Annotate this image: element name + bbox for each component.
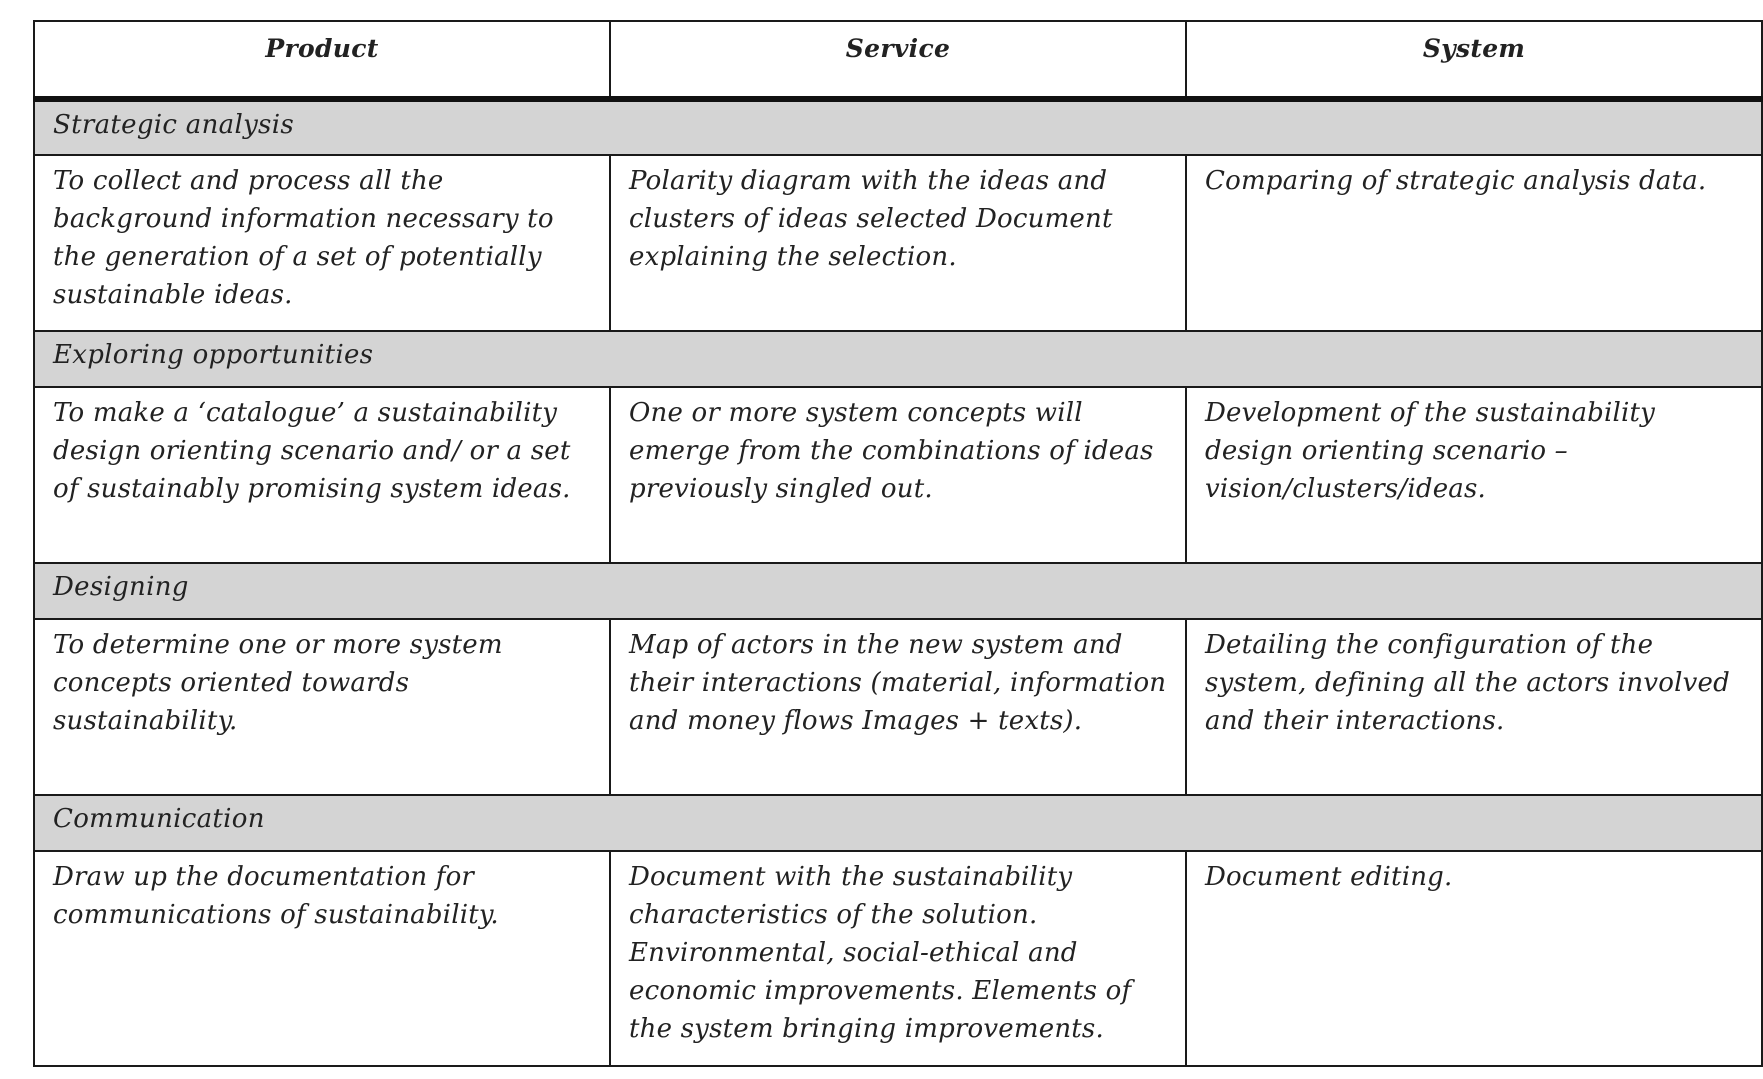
section-row-strategic-analysis	[34, 99, 1762, 155]
service-cell: Map of actors in the new system and their interactions (material, information and money flows Images + texts).	[610, 619, 1186, 795]
product-cell: To make a ‘catalogue’ a sustainability design orienting scenario and/ or a set of sustainably promising system ideas.	[34, 387, 610, 563]
table-row	[34, 851, 1762, 1066]
section-row-designing	[34, 563, 1762, 619]
section-title: Exploring opportunities	[34, 331, 1762, 387]
design-phases-table	[33, 20, 1763, 1067]
service-cell: Document with the sustainability characteristics of the solution. Environmental, social-ethical and economic improvements. Elements of the system bringing improvements.	[610, 851, 1186, 1066]
system-cell: Comparing of strategic analysis data.	[1186, 155, 1762, 331]
system-cell: Document editing.	[1186, 851, 1762, 1066]
product-cell: To collect and process all the background information necessary to the generation of a set of potentially sustainable ideas.	[34, 155, 610, 331]
table-row	[34, 155, 1762, 331]
section-title: Designing	[34, 563, 1762, 619]
table-row	[34, 387, 1762, 563]
section-title: Strategic analysis	[34, 99, 1762, 155]
header-row	[34, 21, 1762, 99]
table-row	[34, 619, 1762, 795]
section-row-exploring-opportunities	[34, 331, 1762, 387]
product-cell: Draw up the documentation for communications of sustainability.	[34, 851, 610, 1066]
column-header-product: Product	[34, 21, 610, 99]
section-title: Communication	[34, 795, 1762, 851]
service-cell: Polarity diagram with the ideas and clusters of ideas selected Document explaining the selection.	[610, 155, 1186, 331]
column-header-system: System	[1186, 21, 1762, 99]
section-row-communication	[34, 795, 1762, 851]
product-cell: To determine one or more system concepts oriented towards sustainability.	[34, 619, 610, 795]
system-cell: Development of the sustainability design orienting scenario – vision/clusters/ideas.	[1186, 387, 1762, 563]
column-header-service: Service	[610, 21, 1186, 99]
system-cell: Detailing the configuration of the system, defining all the actors involved and their interactions.	[1186, 619, 1762, 795]
service-cell: One or more system concepts will emerge from the combinations of ideas previously singled out.	[610, 387, 1186, 563]
